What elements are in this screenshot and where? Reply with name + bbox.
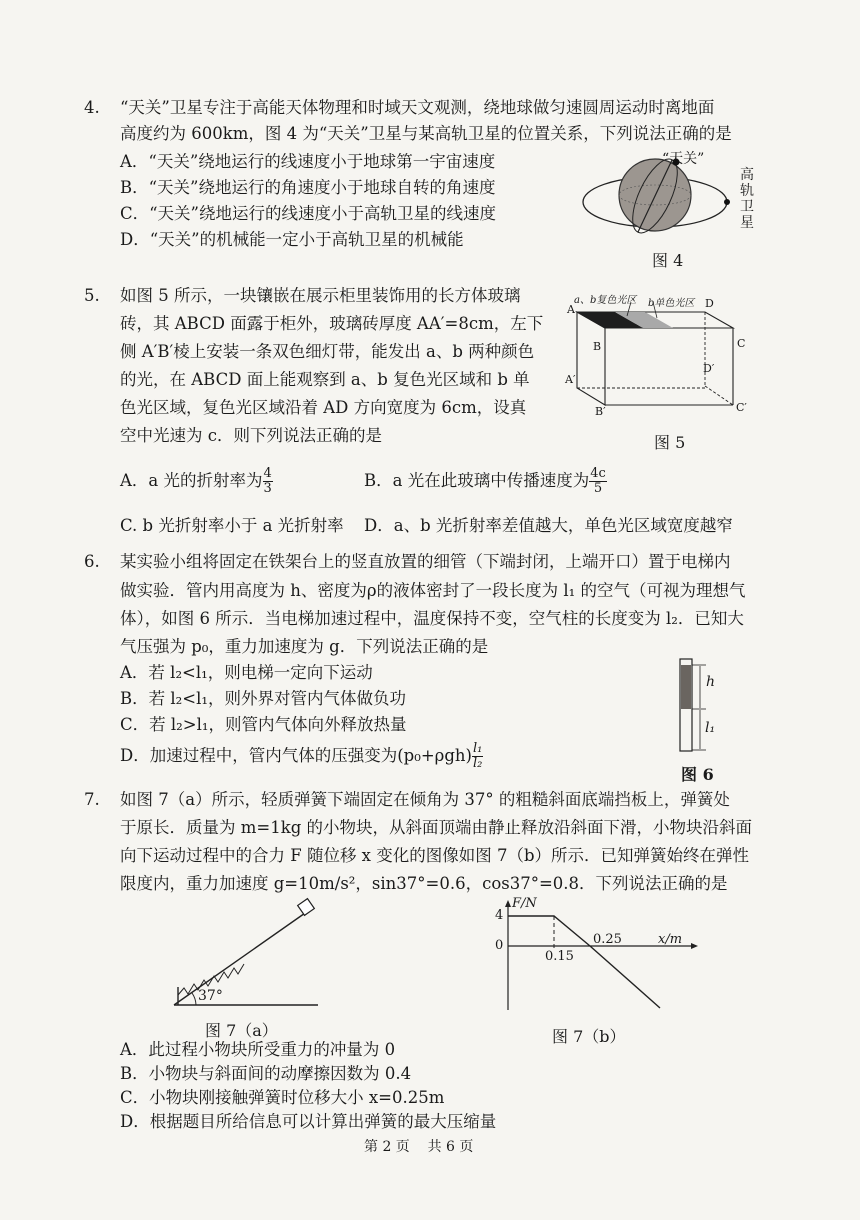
q4-option-c: C．“天关”绕地运行的线速度小于高轨卫星的线速度 [120,204,496,223]
q6-option-c: C．若 l₂>l₁，则管内气体向外释放热量 [120,715,407,734]
fig4-tianguan-label: “天关” [662,151,705,167]
figure-7a-incline [168,895,328,1015]
q6-line2: 做实验．管内用高度为 h、密度为ρ的液体密封了一段长度为 l₁ 的空气（可视为理想气 [120,581,746,600]
q5-line1: 如图 5 所示，一块镶嵌在展示柜里装饰用的长方体玻璃 [120,286,521,305]
q5-number: 5. [84,286,100,305]
fig5-label-C2: C′ [736,401,747,414]
q7-option-a: A．此过程小物块所受重力的冲量为 0 [120,1040,396,1059]
figure-7b-graph [490,898,710,1018]
fig7b-x-label: x/m [658,932,683,947]
high-orbit-satellite [724,199,730,205]
fig7b-caption: 图 7（b） [552,1027,626,1046]
q4-stem-line2: 高度约为 600km，图 4 为“天关”卫星与某高轨卫星的位置关系，下列说法正确的是 [120,124,732,143]
q7-line1: 如图 7（a）所示，轻质弹簧下端固定在倾角为 37° 的粗糙斜面底端挡板上，弹簧处 [120,790,730,809]
fig5-label-C: C [737,337,746,350]
q5-option-b: B．a 光在此玻璃中传播速度为 $\frac{4c}{5}$ [364,466,606,496]
fig7b-y-tick-0: 0 [495,938,504,953]
fig5-composite-label: a、b复色光区 [574,295,637,306]
fig7b-x-tick-015: 0.15 [545,949,574,964]
q5-line6: 空中光速为 c．则下列说法正确的是 [120,426,382,445]
fig6-h-label: h [706,674,716,690]
q5-line5: 色光区域，复色光区域沿着 AD 方向宽度为 6cm，设真 [120,398,527,417]
q6-line1: 某实验小组将固定在铁架台上的竖直放置的细管（下端封闭，上端开口）置于电梯内 [120,552,731,571]
q5-option-d: D．a、b 光折射率差值越大，单色光区域宽度越窄 [364,516,733,535]
q7-line4: 限度内，重力加速度 g=10m/s²，sin37°=0.6，cos37°=0.8．下列说法正确的是 [120,874,728,893]
fig5-label-D: D [705,297,714,310]
q7-line3: 向下运动过程中的合力 F 随位移 x 变化的图像如图 7（b）所示．已知弹簧始终在弹性 [120,846,750,865]
fig4-caption: 图 4 [652,251,684,270]
figure-5-glass-brick [565,290,765,420]
liquid-column [681,665,691,709]
fig6-l1-label: l₁ [705,720,716,736]
q4-option-a: A．“天关”绕地运行的线速度小于地球第一宇宙速度 [120,152,496,171]
fig5-label-B2: B′ [595,405,606,418]
page-footer: 第 2 页 共 6 页 [364,1139,474,1155]
figure-6-tube [668,655,728,755]
q7-option-c: C．小物块刚接触弹簧时位移大小 x=0.25m [120,1088,445,1107]
q7-number: 7. [84,790,100,809]
q7-option-d: D．根据题目所给信息可以计算出弹簧的最大压缩量 [120,1112,497,1131]
q7-option-b: B．小物块与斜面间的动摩擦因数为 0.4 [120,1064,412,1083]
fig4-high-orbit-label: 高 轨 卫 星 [740,167,754,231]
fig5-caption: 图 5 [654,433,686,452]
fig5-label-A: A [567,303,575,316]
q6-option-a: A．若 l₂<l₁，则电梯一定向下运动 [120,663,373,682]
q4-number: 4. [84,98,100,117]
q6-option-d: D．加速过程中，管内气体的压强变为(p₀+ρgh) $\frac{\text{l₁}}{\text{l₂}}$ [120,741,483,771]
fig7b-y-tick-4: 4 [495,908,504,923]
q4-option-d: D．“天关”的机械能一定小于高轨卫星的机械能 [120,230,464,249]
q4-stem-line1: “天关”卫星专注于高能天体物理和时域天文观测，绕地球做匀速圆周运动时离地面 [120,98,715,117]
block [298,899,315,916]
q6-line4: 气压强为 p₀，重力加速度为 g．下列说法正确的是 [120,637,489,656]
fig7b-y-label: F/N [512,896,537,911]
fig5-label-D2: D′ [703,362,715,375]
fig5-label-B: B [593,340,602,353]
q5-option-a: A．a 光的折射率为 $\frac{4}{3}$ [120,466,272,496]
fig7a-angle-label: 37° [198,988,223,1004]
q5-line2: 砖，其 ABCD 面露于柜外，玻璃砖厚度 AA′=8cm，左下 [120,314,544,333]
fig5-single-label: b单色光区 [648,298,695,309]
q6-line3: 体），如图 6 所示．当电梯加速过程中，温度保持不变，空气柱的长度变为 l₂．已知大 [120,609,744,628]
q6-number: 6. [84,552,100,571]
q5-option-c: C. b 光折射率小于 a 光折射率 [120,516,344,535]
q5-line3: 侧 A′B′棱上安装一条双色细灯带，能发出 a、b 两种颜色 [120,342,535,361]
fig5-label-A2: A′ [565,373,576,386]
fig7b-x-tick-025: 0.25 [593,932,622,947]
q5-line4: 的光，在 ABCD 面上能观察到 a、b 复色光区域和 b 单 [120,370,530,389]
fig7a-caption: 图 7（a） [205,1021,278,1040]
fig6-caption: 图 6 [681,765,714,784]
force-curve [508,916,660,1008]
q7-line2: 于原长．质量为 m=1kg 的小物块，从斜面顶端由静止释放沿斜面下滑，小物块沿斜面 [120,818,753,837]
q4-option-b: B．“天关”绕地运行的角速度小于地球自转的角速度 [120,178,496,197]
q6-option-b: B．若 l₂<l₁，则外界对管内气体做负功 [120,689,406,708]
